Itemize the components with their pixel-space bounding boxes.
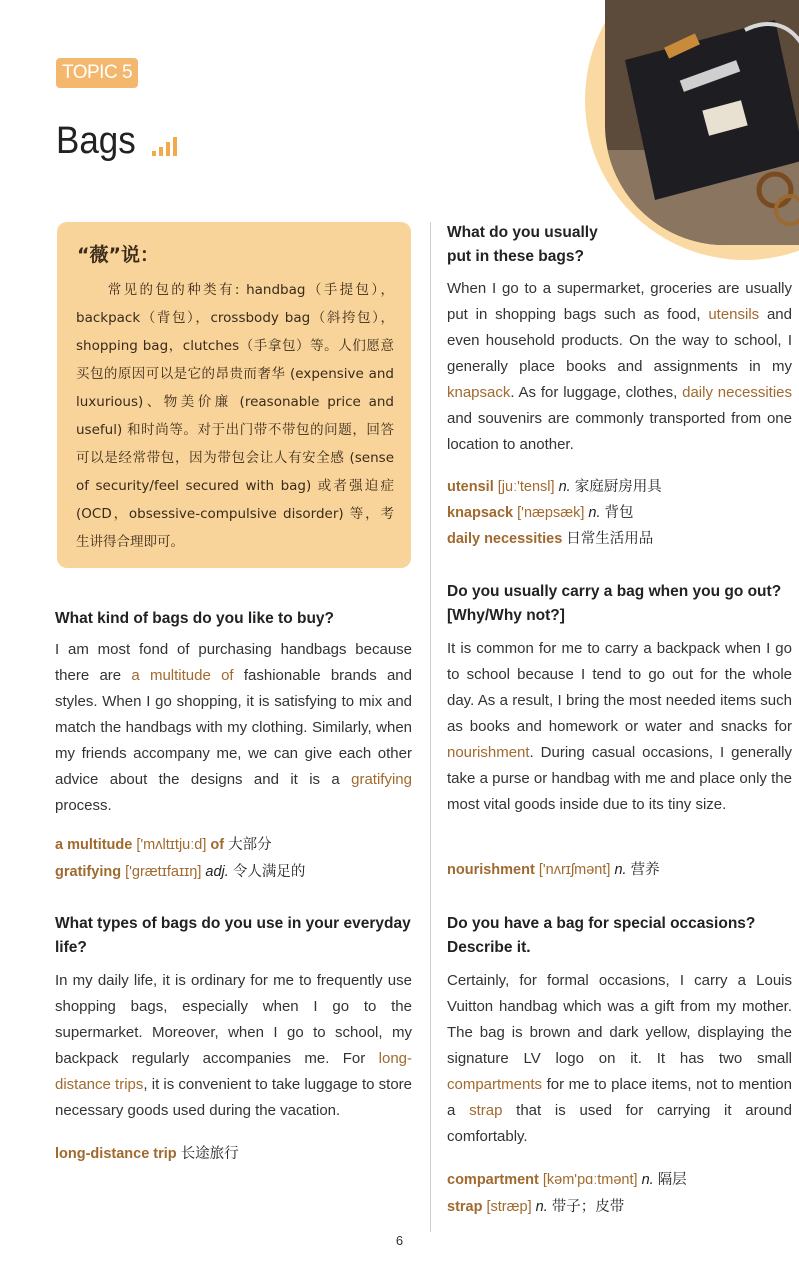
signal-bars-icon [152, 136, 180, 156]
answer-paragraph: In my daily life, it is ordinary for me to frequently use shopping bags, especially when I go to the supermarket. Moreover, when I go to school, my backpack regularly accompanies me. For long-distance trips, it is convenient to take luggage to store necessary goods used during the vacation. [55, 972, 413, 1119]
tip-body: 常见的包的种类有: handbag（手提包），backpack（背包），crossbody bag（斜挎包），shopping bag，clutches（手拿包）等。人们愿意买包的原因可以是它的昂贵而奢华 (expensive and luxurious)、物美价廉 (reasonable price and useful) 和时尚等。对于出门带不带包的问题，回答可以是经常带包，因为带包会让人有安全感 (sense of security/feel secured with bag) 或者强迫症 (OCD，obsessive-compulsive disorder) 等，考生讲得合理即可。 [76, 282, 394, 550]
page-title: Bags [56, 120, 136, 162]
vocab-entry: nourishment ['nʌrɪʃmənt] n. 营养 [447, 862, 660, 878]
tip-heading: “薇”说： [77, 244, 159, 266]
page-number: 6 [395, 1233, 404, 1248]
vocab-entry: a multitude ['mʌltɪtjuːd] of 大部分 [55, 837, 272, 853]
vocab-highlight: long-distance trips [55, 1050, 412, 1093]
question-heading: What kind of bags do you like to buy? [55, 610, 334, 627]
vocab-entry: utensil [juː'tensl] n. 家庭厨房用具 [447, 479, 662, 495]
answer-paragraph: It is common for me to carry a backpack when I go to school because I tend to go out for the whole day. As a result, I bring the most needed items such as books and homework or water and snacks for nourishment. During casual occasions, I generally take a purse or handbag with me and place only the most vital goods inside due to its tiny size. [447, 640, 792, 813]
vocab-entry: compartment [kəm'pɑːtmənt] n. 隔层 [447, 1172, 687, 1188]
answer-paragraph: Certainly, for formal occasions, I carry a Louis Vuitton handbag which was a gift from my mother. The bag is brown and dark yellow, displaying the signature LV logo on it. It has two small compartments for me to place items, not to mention a strap that is used for carrying it around comfortably. [447, 972, 792, 1145]
vocab-highlight: knapsack [447, 384, 511, 401]
question-heading: Do you have a bag for special occasions? Describe it. [447, 915, 756, 956]
answer-paragraph: When I go to a supermarket, groceries are usually put in shopping bags such as food, utensils and even household products. On the way to school, I generally place books and assignments in my knapsack. As for luggage, clothes, daily necessities and souvenirs are commonly transported from one location to another. [447, 280, 793, 453]
vocab-entry: strap [stræp] n. 带子；皮带 [447, 1199, 625, 1215]
vocab-highlight: nourishment [447, 744, 530, 761]
vocab-highlight: compartments [447, 1076, 543, 1093]
vocab-highlight: gratifying [351, 771, 412, 788]
question-heading: What do you usually put in these bags? [447, 224, 598, 265]
topic-badge: TOPIC 5 [56, 58, 138, 88]
vocab-highlight: utensils [708, 306, 760, 323]
vocab-entry: daily necessities 日常生活用品 [447, 531, 654, 547]
vocab-entry: long-distance trip 长途旅行 [55, 1146, 239, 1162]
answer-paragraph: I am most fond of purchasing handbags because there are a multitude of fashionable brands and styles. When I go shopping, it is satisfying to mix and match the handbags with my clothing. Similarly, when my friends accompany me, we can give each other advice about the designs and it is a gratifying process. [55, 641, 412, 814]
vocab-entry: knapsack ['næpsæk] n. 背包 [447, 505, 634, 521]
vocab-highlight: a multitude of [131, 667, 234, 684]
vocab-highlight: strap [469, 1102, 503, 1119]
vocab-highlight: daily necessities [682, 384, 793, 401]
column-divider [430, 222, 431, 1232]
question-heading: Do you usually carry a bag when you go out? [Why/Why not?] [447, 583, 782, 624]
question-heading: What types of bags do you use in your everyday life? [55, 915, 411, 956]
vocab-entry: gratifying ['ɡrætɪfaɪɪŋ] adj. 令人满足的 [55, 864, 306, 880]
